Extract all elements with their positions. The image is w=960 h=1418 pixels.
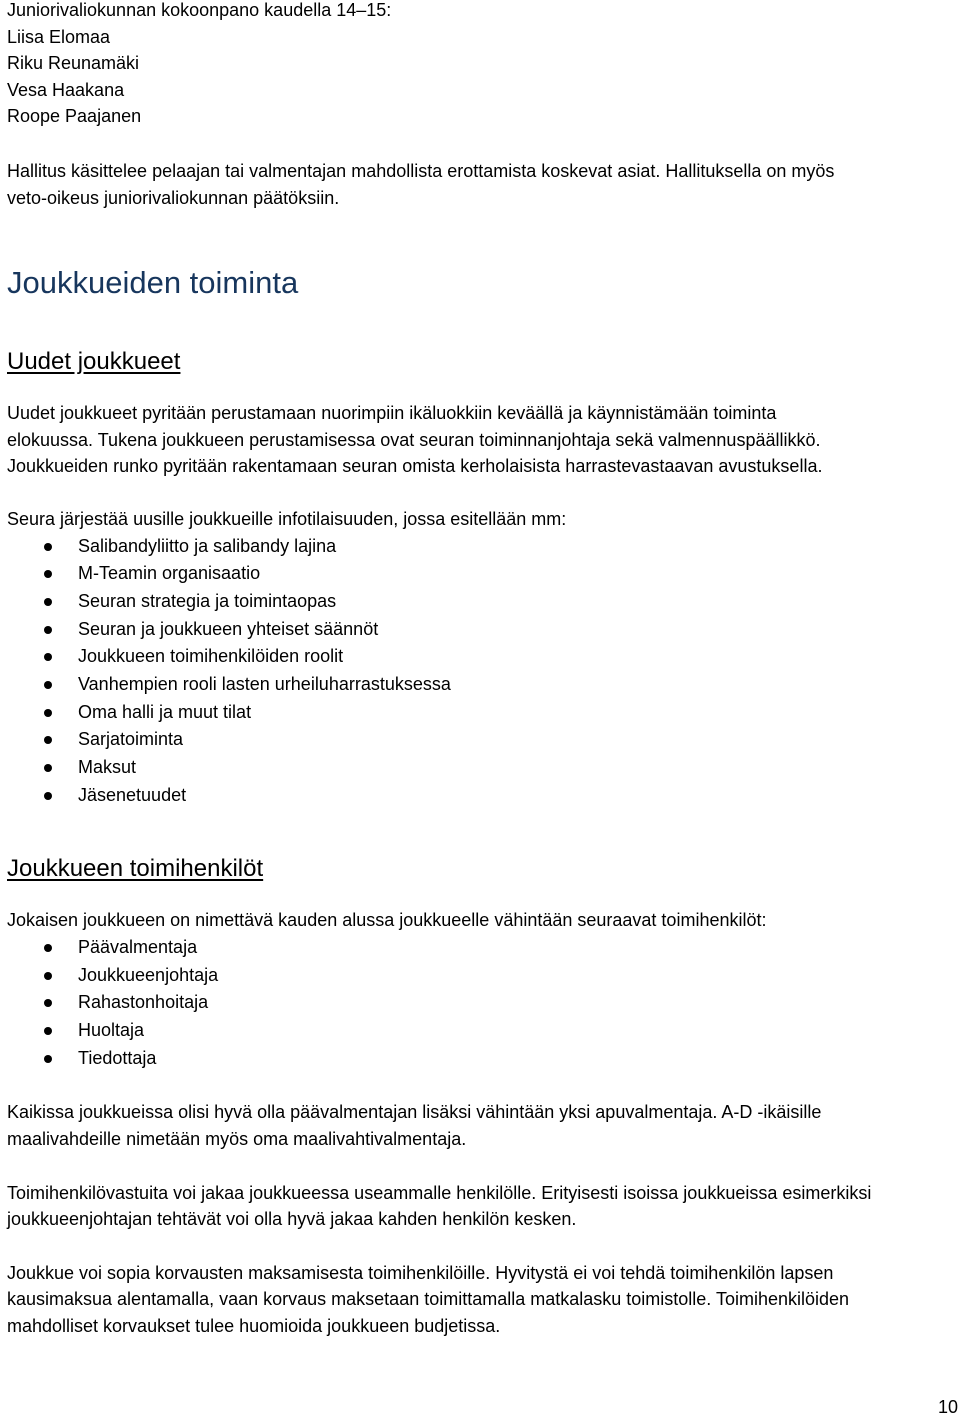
bullet-icon — [44, 736, 52, 744]
paragraph-line: Kaikissa joukkueissa olisi hyvä olla päävalmentajan lisäksi vähintään yksi apuvalmentaja. A-D -ikäisille — [7, 1102, 822, 1123]
paragraph-line: Uudet joukkueet pyritään perustamaan nuorimpiin ikäluokkiin keväällä ja käynnistämään toiminta — [7, 403, 777, 424]
bullet-icon — [44, 626, 52, 634]
paragraph-line: maalivahdeille nimetään myös oma maalivahtivalmentaja. — [7, 1129, 467, 1150]
list-item: Tiedottaja — [7, 1045, 957, 1073]
officials-intro: Jokaisen joukkueen on nimettävä kauden alussa joukkueelle vähintään seuraavat toimihenkilöt: — [7, 910, 767, 931]
committee-member: Roope Paajanen — [7, 106, 142, 127]
bullet-icon — [44, 792, 52, 800]
list-item: Rahastonhoitaja — [7, 989, 957, 1017]
new-teams-paragraph — [7, 400, 957, 480]
bullet-icon — [44, 570, 52, 578]
list-item: Seuran ja joukkueen yhteiset säännöt — [7, 616, 957, 644]
bullet-icon — [44, 944, 52, 952]
responsibilities-paragraph — [7, 1180, 957, 1233]
list-item: Joukkueen toimihenkilöiden roolit — [7, 643, 957, 671]
bullet-icon — [44, 598, 52, 606]
list-item: Päävalmentaja — [7, 934, 957, 962]
compensation-paragraph — [7, 1260, 957, 1340]
list-item: Maksut — [7, 754, 957, 782]
bullet-icon — [44, 972, 52, 980]
section-title: Joukkueiden toiminta — [7, 265, 299, 301]
committee-block — [7, 0, 957, 130]
paragraph-line: Joukkueiden runko pyritään rakentamaan seuran omista kerholaisista harrastevastaavan avustuksella. — [7, 456, 823, 477]
board-paragraph — [7, 158, 957, 211]
committee-member: Liisa Elomaa — [7, 26, 111, 47]
paragraph-line: Hallitus käsittelee pelaajan tai valmentajan mahdollista erottamista koskevat asiat. Hallituksella on myös — [7, 160, 835, 181]
document-page — [7, 0, 957, 1340]
officials-list — [7, 934, 957, 1072]
bullet-icon — [44, 999, 52, 1007]
page-number: 10 — [937, 1397, 958, 1417]
list-item: Salibandyliitto ja salibandy lajina — [7, 533, 957, 561]
bullet-icon — [44, 681, 52, 689]
list-item: Oma halli ja muut tilat — [7, 699, 957, 727]
paragraph-line: elokuussa. Tukena joukkueen perustamisessa ovat seuran toiminnanjohtaja sekä valmennuspäällikkö. — [7, 429, 821, 450]
list-item: Sarjatoiminta — [7, 726, 957, 754]
list-item: Jäsenetuudet — [7, 782, 957, 810]
paragraph-line: kausimaksua alentamalla, vaan korvaus maksetaan toimittamalla matkalasku toimistolle. Toimihenkilöiden — [7, 1289, 850, 1310]
list-item: Huoltaja — [7, 1017, 957, 1045]
paragraph-line: mahdolliset korvaukset tulee huomioida joukkueen budjetissa. — [7, 1316, 501, 1336]
paragraph-line: veto-oikeus juniorivaliokunnan päätöksiin. — [7, 187, 340, 208]
list-item: Seuran strategia ja toimintaopas — [7, 588, 957, 616]
list-item: Vanhempien rooli lasten urheiluharrastuksessa — [7, 671, 957, 699]
bullet-icon — [44, 764, 52, 772]
paragraph-line: Joukkue voi sopia korvausten maksamisesta toimihenkilöille. Hyvitystä ei voi tehdä toimihenkilön lapsen — [7, 1262, 834, 1283]
committee-member: Vesa Haakana — [7, 79, 125, 100]
paragraph-line: Toimihenkilövastuita voi jakaa joukkueessa useammalle henkilölle. Erityisesti isoissa joukkueissa esimerkiksi — [7, 1182, 872, 1203]
list-item: Joukkueenjohtaja — [7, 962, 957, 990]
list-item: M-Teamin organisaatio — [7, 560, 957, 588]
info-list — [7, 533, 957, 810]
bullet-icon — [44, 1055, 52, 1063]
committee-title: Juniorivaliokunnan kokoonpano kaudella 14–15: — [7, 0, 392, 20]
bullet-icon — [44, 1027, 52, 1035]
paragraph-line: joukkueenjohtajan tehtävät voi olla hyvä jakaa kahden henkilön kesken. — [7, 1209, 577, 1230]
assistant-coach-paragraph — [7, 1099, 957, 1152]
new-teams-heading: Uudet joukkueet — [7, 348, 181, 376]
bullet-icon — [44, 709, 52, 717]
officials-heading: Joukkueen toimihenkilöt — [7, 855, 264, 883]
committee-member: Riku Reunamäki — [7, 53, 140, 74]
bullet-icon — [44, 653, 52, 661]
bullet-icon — [44, 543, 52, 551]
info-intro: Seura järjestää uusille joukkueille infotilaisuuden, jossa esitellään mm: — [7, 508, 567, 529]
